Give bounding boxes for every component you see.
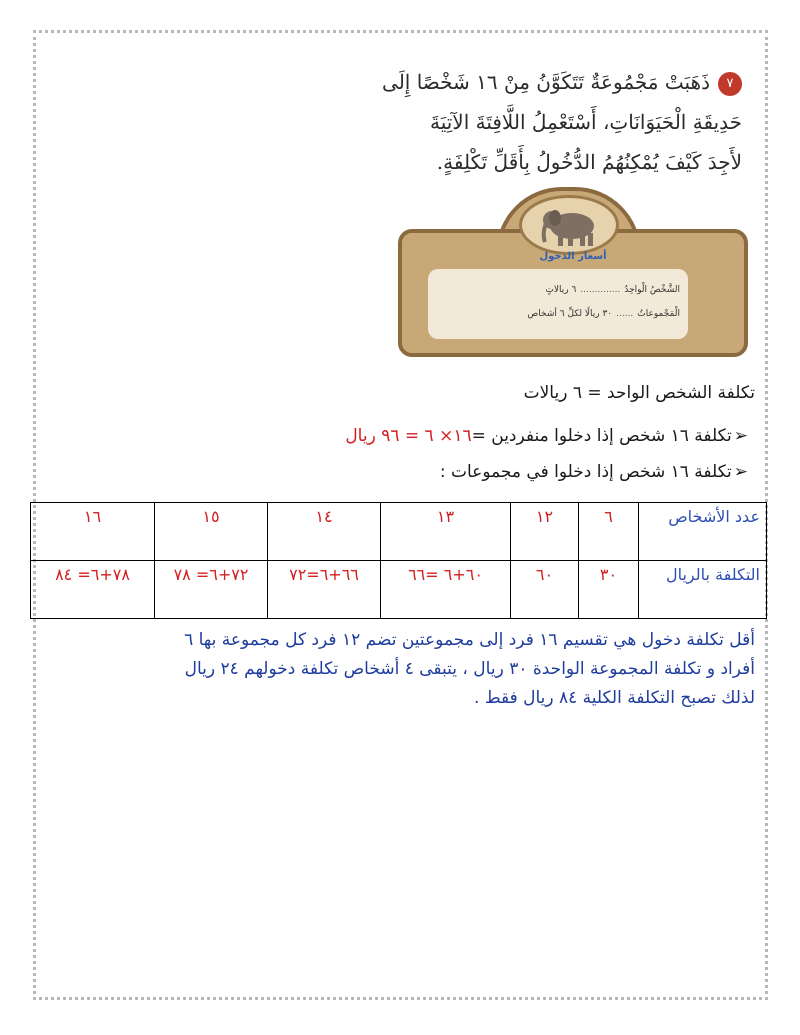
problem-text: ذَهَبَتْ مَجْمُوعَةٌ تَتَكَوَّنُ مِنْ ١٦ شَخْصًا إِلَى: [382, 70, 710, 94]
conclusion-line-2: أفراد و تكلفة المجموعة الواحدة ٣٠ ريال ، يتبقى ٤ أشخاص تكلفة دخولهم ٢٤ ريال: [184, 659, 755, 679]
arrow-bullet-icon: ➢: [733, 462, 748, 482]
table-row-cost: [31, 561, 767, 619]
table-cell: ٣٠: [579, 561, 639, 619]
elephant-icon: [519, 195, 619, 255]
sign-row-groups-dots: ......: [616, 309, 634, 319]
table-cell: ١٤: [268, 503, 381, 561]
problem-line-2: حَدِيقَةِ الْحَيَوَانَاتِ، أَسْتَعْمِلُ اللَّافِتَةَ الآتِيَةَ: [429, 110, 742, 134]
sign-row-single-label: الشَّخْصُ الْواحِدُ: [624, 285, 680, 295]
table-cell: ٧٨+٦= ٨٤: [31, 561, 155, 619]
conclusion-line-3: لذلك تصبح التكلفة الكلية ٨٤ ريال فقط .: [474, 688, 755, 708]
sign-price-panel: [428, 269, 688, 339]
table-cell: ١٢: [511, 503, 579, 561]
individual-cost-bullet: [345, 426, 748, 446]
table-header-cost: التكلفة بالريال: [639, 561, 767, 619]
cost-table: [30, 502, 767, 619]
sign-row-single-dots: ..............: [580, 285, 621, 295]
sign-row-groups-label: الْمَجْموعاتُ: [637, 309, 680, 319]
table-cell: ١٣: [381, 503, 511, 561]
problem-line-3: لأَجِدَ كَيْفَ يُمْكِنُهُمُ الدُّخُولُ بِأَقَلِّ تَكْلِفَةٍ.: [436, 150, 742, 174]
table-header-people: عدد الأشخاص: [639, 503, 767, 561]
problem-statement: [370, 62, 742, 182]
sign-row-single: [436, 285, 680, 295]
group-cost-text: تكلفة ١٦ شخص إذا دخلوا في مجموعات :: [439, 462, 732, 482]
table-cell: ٦: [579, 503, 639, 561]
individual-cost-result: ١٦× ٦ = ٩٦ ريال: [345, 426, 472, 446]
arrow-bullet-icon: ➢: [733, 426, 748, 446]
sign-row-groups-value: ٣٠ ريالًا لكلِّ ٦ أشخاص: [527, 309, 613, 319]
table-cell: ٦٠: [511, 561, 579, 619]
table-cell: ٦٦+٦=٧٢: [268, 561, 381, 619]
conclusion-line-1: أقل تكلفة دخول هي تقسيم ١٦ فرد إلى مجموعتين تضم ١٢ فرد كل مجموعة بها ٦: [184, 630, 755, 650]
sign-row-single-value: ٦ ريالاتٍ: [545, 285, 577, 295]
table-row-people: [31, 503, 767, 561]
problem-line-1: [370, 62, 742, 102]
table-cell: ١٦: [31, 503, 155, 561]
table-cell: ١٥: [155, 503, 268, 561]
single-person-cost: تكلفة الشخص الواحد = ٦ ريالات: [523, 383, 755, 403]
sign-title: أسعار الدخول: [539, 251, 607, 262]
problem-number-badge: ٧: [718, 72, 742, 96]
table-cell: ٧٢+٦= ٧٨: [155, 561, 268, 619]
group-cost-bullet: [440, 462, 748, 482]
sign-row-groups: [436, 309, 680, 319]
conclusion-paragraph: [45, 626, 755, 713]
entry-prices-sign: [398, 187, 748, 370]
individual-cost-text: تكلفة ١٦ شخص إذا دخلوا منفردين =: [471, 426, 732, 446]
table-cell: ٦٠+٦ =٦٦: [381, 561, 511, 619]
